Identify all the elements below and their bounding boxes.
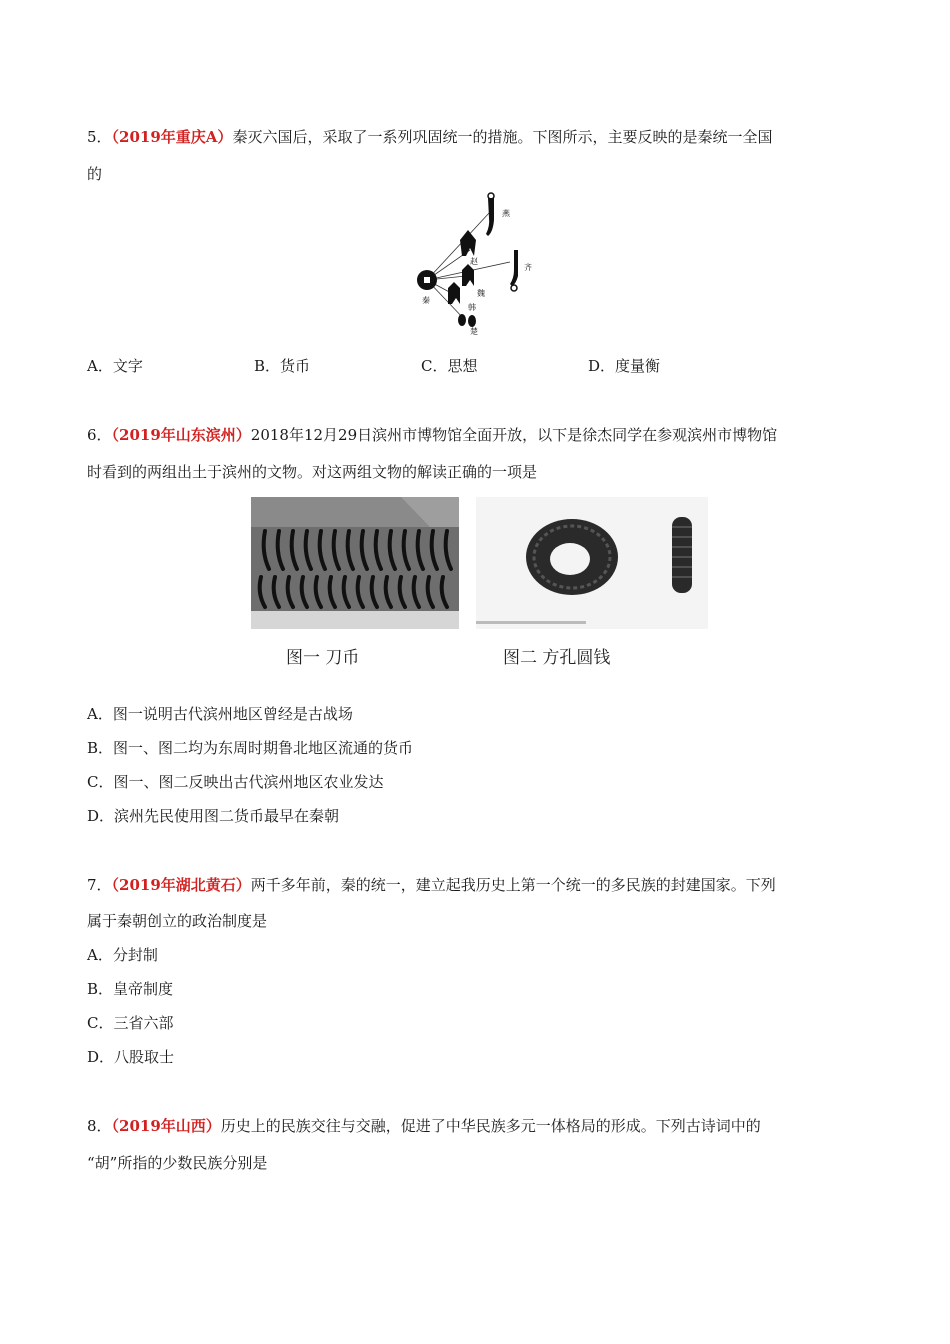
label-chu: 楚 [470, 327, 478, 336]
q6-option-b: B．图一、图二均为东周时期鲁北地区流通的货币 [87, 739, 414, 757]
question-5-line-2 [87, 164, 102, 184]
label-qi: 齐 [524, 263, 532, 272]
round-coins-photo [476, 497, 708, 629]
question-6-line-2 [87, 462, 537, 482]
q7-option-d: D．八股取士 [87, 1048, 175, 1066]
q7-option-b: B．皇帝制度 [87, 980, 174, 998]
figure-1-caption: 图一 刀币 [286, 648, 360, 668]
question-8-line-2 [87, 1153, 267, 1173]
question-7-line-1 [87, 875, 776, 895]
q7-option-c: C．三省六部 [87, 1014, 174, 1032]
label-wei: 魏 [477, 289, 485, 298]
question-source: （2019年山东滨州） [111, 426, 251, 444]
q6-option-a: A．图一说明古代滨州地区曾经是古战场 [87, 705, 353, 723]
q5-option-a: A．文字 [87, 357, 143, 375]
label-han: 韩 [468, 303, 476, 312]
question-6-line-1 [87, 425, 777, 445]
question-7-line-2 [87, 911, 267, 931]
question-text: 历史上的民族交往与交融，促进了中华民族多元一体格局的形成。下列古诗词中的 [220, 1117, 761, 1135]
question-text: 秦灭六国后，采取了一系列巩固统一的措施。下图所示，主要反映的是秦统一全国 [232, 128, 773, 146]
question-text: 属于秦朝创立的政治制度是 [87, 912, 268, 930]
question-number: 8． [87, 1117, 112, 1135]
label-yan: 燕 [502, 209, 510, 218]
qin-currency-diagram [410, 190, 550, 340]
label-qin: 秦 [422, 296, 430, 305]
q5-option-b: B．货币 [254, 357, 311, 375]
question-text: “胡”所指的少数民族分别是 [87, 1154, 268, 1172]
question-number: 5． [87, 128, 112, 146]
question-number: 6． [87, 426, 112, 444]
label-zhao: 赵 [470, 257, 478, 266]
q7-option-a: A．分封制 [87, 946, 158, 964]
question-text: 2018年12月29日滨州市博物馆全面开放，以下是徐杰同学在参观滨州市博物馆 [250, 426, 778, 444]
q5-option-d: D．度量衡 [588, 357, 661, 375]
q6-option-c: C．图一、图二反映出古代滨州地区农业发达 [87, 773, 384, 791]
question-source: （2019年山西） [111, 1117, 221, 1135]
question-source: （2019年重庆A） [111, 128, 233, 146]
question-text: 时看到的两组出土于滨州的文物。对这两组文物的解读正确的一项是 [87, 463, 538, 481]
question-8-line-1 [87, 1116, 761, 1136]
knife-coins-photo [251, 497, 459, 629]
q6-option-d: D．滨州先民使用图二货币最早在秦朝 [87, 807, 340, 825]
question-text: 的 [87, 165, 103, 183]
question-source: （2019年湖北黄石） [111, 876, 251, 894]
question-text: 两千多年前，秦的统一，建立起我历史上第一个统一的多民族的封建国家。下列 [250, 876, 776, 894]
q5-option-c: C．思想 [421, 357, 478, 375]
question-number: 7． [87, 876, 112, 894]
figure-2-caption: 图二 方孔圆钱 [503, 648, 611, 668]
question-5-line-1 [87, 127, 772, 147]
